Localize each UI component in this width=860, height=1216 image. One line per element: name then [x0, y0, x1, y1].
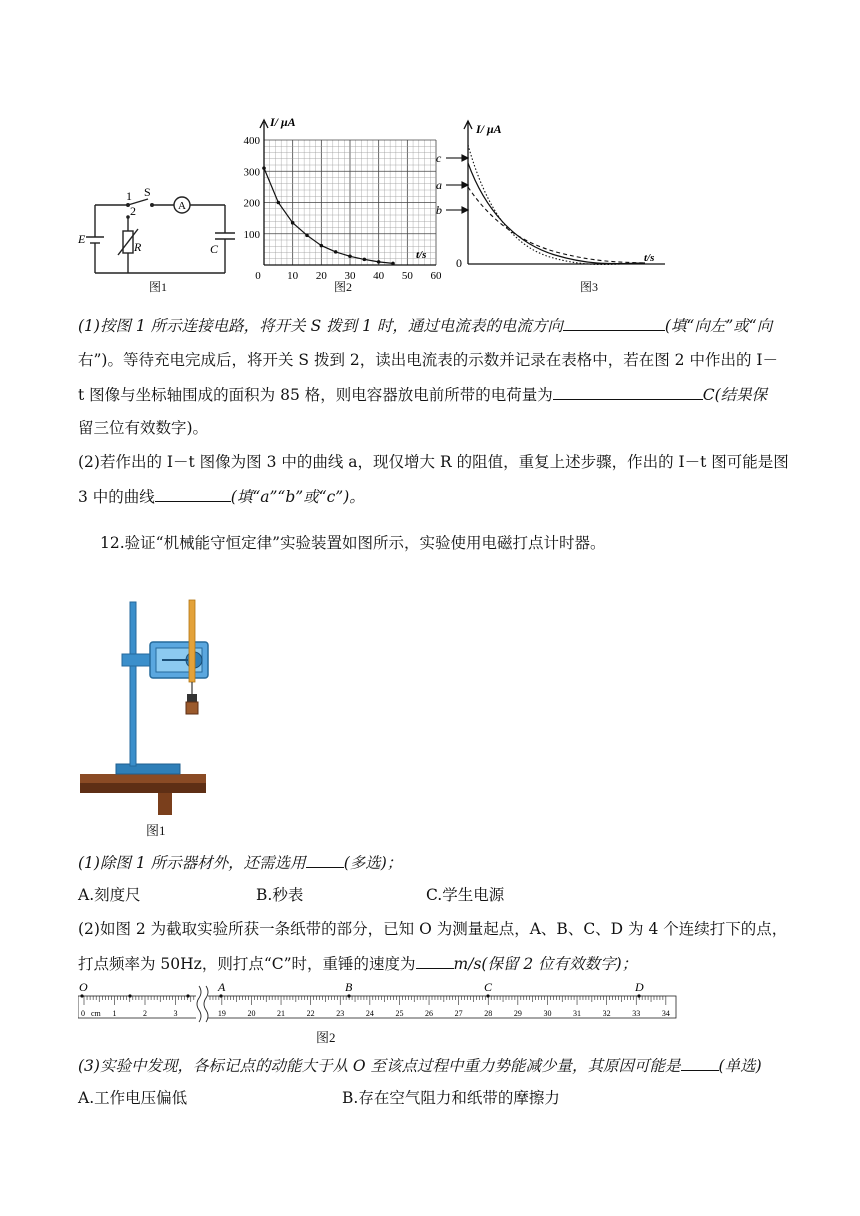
data-point: [277, 201, 281, 205]
p12-opt3-b: B.存在空气阻力和纸带的摩擦力: [342, 1089, 560, 1107]
apparatus-figure: [78, 598, 228, 818]
tape-point-c: C: [484, 980, 493, 994]
battery-label: E: [78, 232, 86, 246]
resistor-label: R: [134, 240, 142, 254]
tape-number: 27: [454, 1009, 463, 1018]
tape-number: 26: [425, 1009, 434, 1018]
tape-number: 30: [543, 1009, 552, 1018]
p12-q1-blank[interactable]: [306, 852, 344, 868]
data-point: [334, 250, 338, 254]
data-point: [291, 221, 295, 225]
fig2-caption: 图2: [334, 280, 353, 294]
tape-number: 25: [395, 1009, 404, 1018]
tape-point-o: O: [79, 980, 88, 994]
fig1-caption: 图1: [149, 280, 168, 294]
curve-b: [468, 187, 645, 263]
q2-line2: 3 中的曲线 (填“a”“b”或“c”)。: [78, 488, 365, 506]
q2-line1: (2)若作出的 I－t 图像为图 3 中的曲线 a，现仅增大 R 的阻值，重复上述步骤，作出的 I－t 图可能是图: [78, 453, 789, 471]
switch-label: S: [144, 185, 151, 199]
tape-number: 29: [513, 1009, 522, 1018]
p12-fig2-caption: 图2: [316, 1030, 336, 1045]
tape-dot-c: [486, 994, 489, 997]
switch-pos2-label: 2: [130, 204, 136, 218]
p12-q1: (1)除图 1 所示器材外，还需选用 (多选)；: [78, 854, 403, 872]
p12-q2-line2: 打点频率为 50Hz，则打点“C”时，重锤的速度为 m/s(保留 2 位有效数字)；: [78, 955, 638, 973]
curves-figure: [430, 115, 670, 275]
tape-number: 1: [112, 1009, 117, 1018]
q1-line2: 右”)。等待充电完成后，将开关 S 拨到 2，读出电流表的示数并记录在表格中，若在图 2 中作出的 I－: [78, 351, 779, 369]
tape-dot-b: [347, 994, 350, 997]
q1-line1: (1)按图 1 所示连接电路，将开关 S 拨到 1 时，通过电流表的电流方向 (填“向左”或“向: [78, 317, 773, 335]
x-tick-label: 50: [401, 270, 413, 282]
paper-tape-ruler: [78, 978, 680, 1024]
tape-number: 28: [484, 1009, 493, 1018]
tape-number: 19: [217, 1009, 226, 1018]
tape-dot-d: [637, 994, 640, 997]
tape-dot-a: [219, 994, 222, 997]
curve-a: [468, 163, 645, 264]
tape-number: 23: [336, 1009, 345, 1018]
tape-dot-2: [186, 994, 189, 997]
y-tick-label: 200: [243, 197, 260, 210]
tape-point-b: B: [345, 980, 353, 994]
fig3-caption: 图3: [580, 280, 599, 294]
curve-c: [468, 145, 645, 265]
tape-point-a: A: [218, 980, 226, 994]
fig2-xlabel: t/s: [416, 249, 427, 261]
fig3-origin: 0: [456, 256, 462, 270]
tape-number: 20: [247, 1009, 256, 1018]
q2-blank-curve[interactable]: [155, 486, 231, 502]
data-point: [305, 234, 309, 238]
data-point: [377, 260, 381, 264]
q1-line4: 留三位有效数字)。: [78, 419, 209, 437]
x-tick-label: 0: [255, 270, 261, 282]
curve-label-c: c: [436, 151, 442, 165]
p12-q3: (3)实验中发现，各标记点的动能大于从 O 至该点过程中重力势能减少量，其原因可能是 (单选): [78, 1057, 762, 1075]
data-point: [320, 244, 324, 248]
tape-number: 33: [632, 1009, 641, 1018]
p12-opt-c: C.学生电源: [426, 886, 505, 904]
fig3-xlabel: t/s: [644, 252, 655, 264]
p12-q3-blank[interactable]: [681, 1055, 719, 1071]
fig3-ylabel: I/ μA: [476, 122, 502, 136]
q1-line3: t 图像与坐标轴围成的面积为 85 格，则电容器放电前所带的电荷量为 C(结果保: [78, 386, 768, 404]
tape-number: 32: [602, 1009, 611, 1018]
tape-number: 3: [173, 1009, 178, 1018]
q1-blank-direction[interactable]: [563, 315, 665, 331]
tape-number: 24: [365, 1009, 374, 1018]
p12-opt-a: A.刻度尺: [78, 886, 141, 904]
tape-number: 21: [277, 1009, 286, 1018]
tape-number: 2: [143, 1009, 147, 1018]
p12-opt-b: B.秒表: [256, 886, 304, 904]
q1-blank-charge[interactable]: [553, 384, 703, 400]
tape-dot-1: [128, 994, 131, 997]
tape-number: 22: [306, 1009, 315, 1018]
x-tick-label: 40: [373, 270, 385, 282]
x-tick-label: 30: [344, 270, 356, 282]
p12-q2-blank[interactable]: [416, 953, 454, 969]
tape-number: 0: [81, 1009, 85, 1018]
data-point: [348, 254, 352, 258]
p12-q2-line1: (2)如图 2 为截取实验所获一条纸带的部分，已知 O 为测量起点，A、B、C、D 为 4 个连续打下的点，: [78, 920, 788, 938]
it-graph-figure: [236, 110, 441, 285]
switch-pos1-label: 1: [126, 189, 132, 203]
problem-12-title: 12.验证“机械能守恒定律”实验装置如图所示，实验使用电磁打点计时器。: [100, 534, 606, 552]
y-tick-label: 400: [243, 135, 260, 147]
p12-fig1-caption: 图1: [146, 823, 166, 838]
curve-label-a: a: [436, 178, 442, 192]
y-tick-label: 300: [243, 166, 260, 179]
curve-label-b: b: [436, 203, 442, 217]
tape-unit: cm: [91, 1009, 101, 1018]
ammeter-label: A: [178, 200, 186, 212]
data-point: [391, 262, 395, 266]
tape-number: 31: [573, 1009, 582, 1018]
data-point: [363, 258, 367, 262]
x-tick-label: 20: [315, 270, 327, 282]
tape-point-d: D: [635, 980, 644, 994]
capacitor-label: C: [210, 242, 219, 256]
x-tick-label: 10: [287, 270, 299, 282]
fig2-ylabel: I/ μA: [270, 115, 296, 129]
x-tick-label: 60: [430, 270, 441, 282]
y-tick-label: 100: [243, 228, 260, 241]
tape-dot-o: [80, 994, 83, 997]
data-point: [262, 166, 266, 170]
tape-number: 34: [661, 1009, 670, 1018]
p12-opt3-a: A.工作电压偏低: [78, 1089, 188, 1107]
